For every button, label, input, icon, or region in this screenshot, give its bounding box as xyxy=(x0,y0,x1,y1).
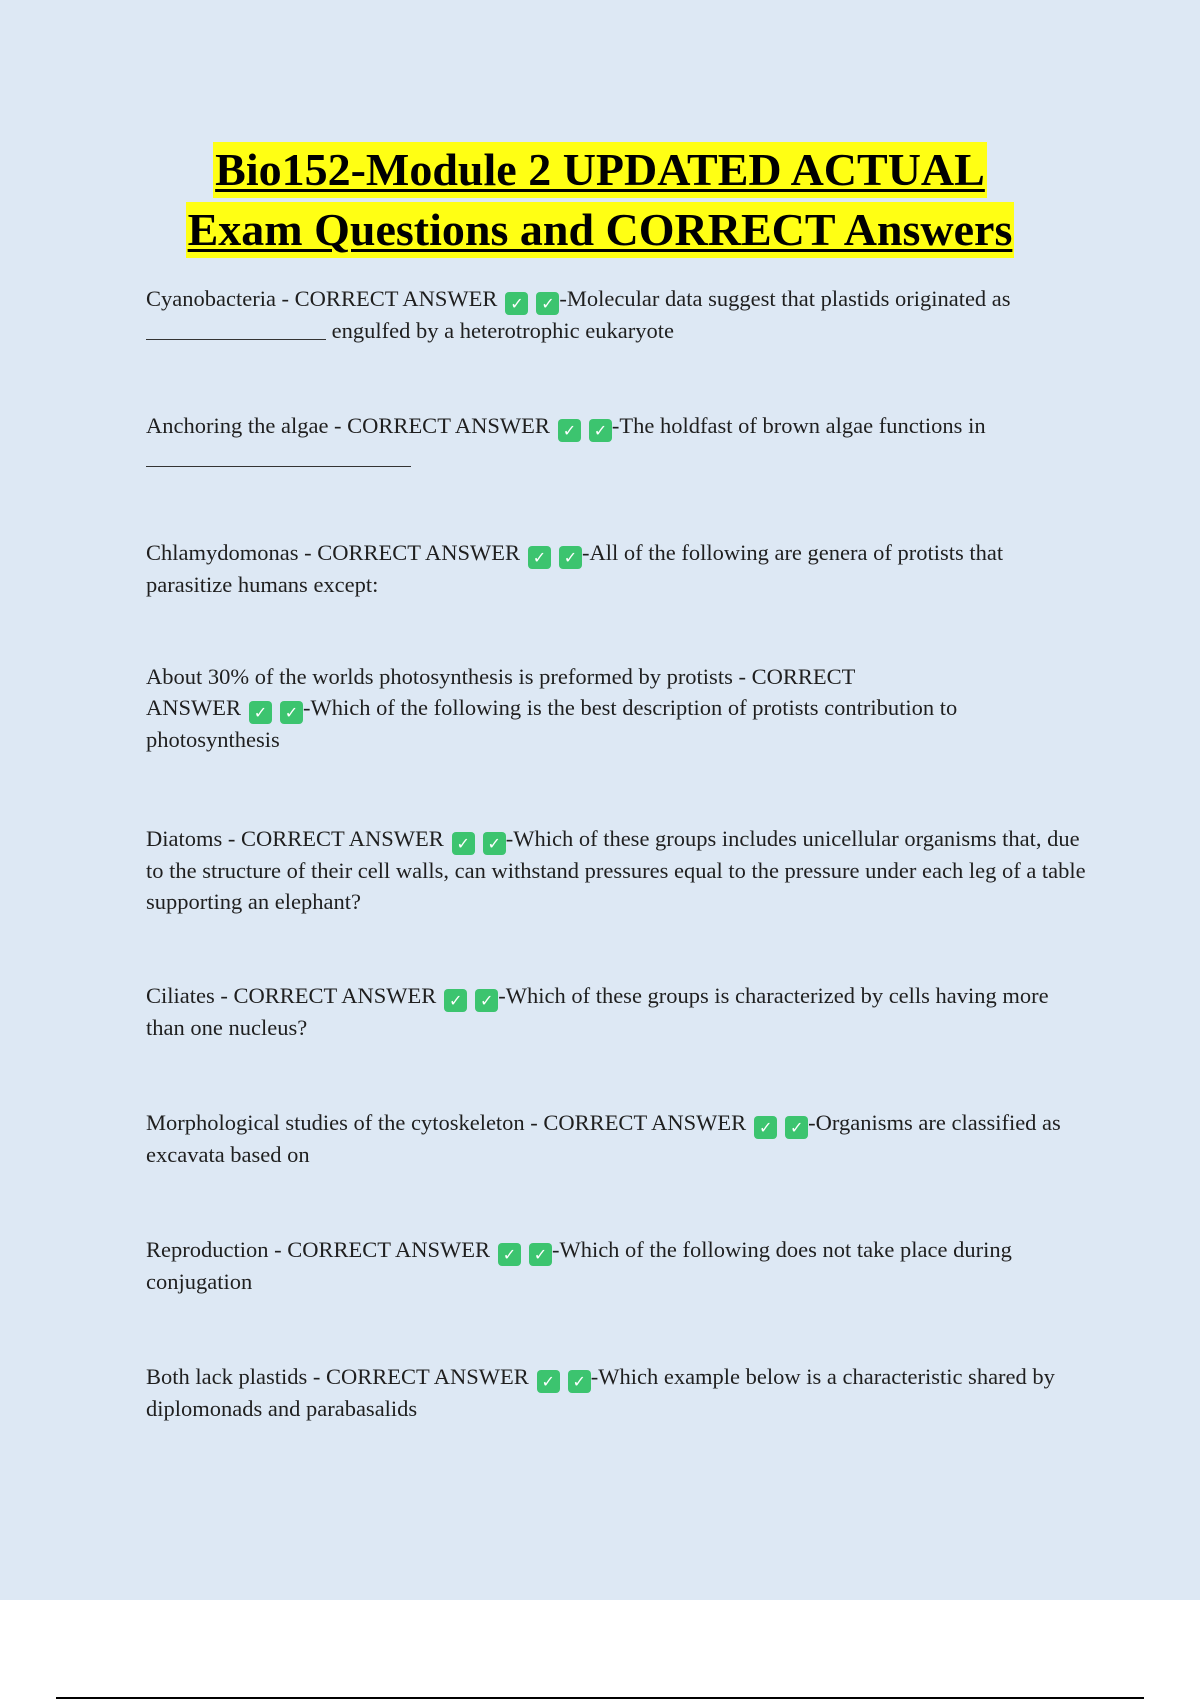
qa-item-morphological xyxy=(146,1107,1086,1170)
qa-item-reproduction xyxy=(146,1234,1086,1297)
answer-text: Reproduction - CORRECT ANSWER xyxy=(146,1237,490,1262)
question-text: -Which of the following does not take place during conjugation xyxy=(146,1237,1012,1294)
title-line-2: Exam Questions and CORRECT Answers xyxy=(186,202,1015,258)
answer-text: Cyanobacteria - CORRECT ANSWER xyxy=(146,286,498,311)
check-mark-icon: ✓ xyxy=(483,832,506,855)
answer-text: Anchoring the algae - CORRECT ANSWER xyxy=(146,413,550,438)
question-text: -Which of the following is the best description of protists contribution to photosynthesis xyxy=(146,695,958,752)
answer-text: Morphological studies of the cytoskeleton - CORRECT ANSWER xyxy=(146,1110,747,1135)
answer-blank xyxy=(146,446,411,467)
answer-text: Diatoms - CORRECT ANSWER xyxy=(146,826,444,851)
qa-item-chlamydomonas xyxy=(146,537,1086,600)
answer-blank xyxy=(146,319,326,340)
check-mark-icon: ✓ xyxy=(528,546,551,569)
check-mark-icon: ✓ xyxy=(537,1370,560,1393)
document-title xyxy=(0,142,1200,262)
check-mark-icon: ✓ xyxy=(475,989,498,1012)
qa-item-photosynthesis xyxy=(146,661,1086,755)
question-text-continued: engulfed by a heterotrophic eukaryote xyxy=(331,318,674,343)
check-mark-icon: ✓ xyxy=(280,701,303,724)
check-mark-icon: ✓ xyxy=(568,1370,591,1393)
check-mark-icon: ✓ xyxy=(558,419,581,442)
title-line-1: Bio152-Module 2 UPDATED ACTUAL xyxy=(213,142,987,198)
check-mark-icon: ✓ xyxy=(444,989,467,1012)
question-text: -Molecular data suggest that plastids originated as xyxy=(559,286,1011,311)
question-text: -All of the following are genera of protists that parasitize humans except: xyxy=(146,540,1004,597)
qa-item-cyanobacteria xyxy=(146,283,1086,346)
qa-item-plastids xyxy=(146,1361,1086,1424)
answer-text: ANSWER xyxy=(146,695,241,720)
check-mark-icon: ✓ xyxy=(559,546,582,569)
check-mark-icon: ✓ xyxy=(498,1243,521,1266)
question-text: -Which example below is a characteristic shared by diplomonads and parabasalids xyxy=(146,1364,1055,1421)
check-mark-icon: ✓ xyxy=(754,1116,777,1139)
question-text: -Organisms are classified as excavata based on xyxy=(146,1110,1061,1167)
check-mark-icon: ✓ xyxy=(529,1243,552,1266)
qa-item-diatoms xyxy=(146,823,1086,917)
question-text: -Which of these groups includes unicellular organisms that, due to the structure of their cell walls, can withstand pressures equal to the pressure under each leg of a table supporting an elephant? xyxy=(146,826,1086,914)
check-mark-icon: ✓ xyxy=(505,292,528,315)
check-mark-icon: ✓ xyxy=(536,292,559,315)
check-mark-icon: ✓ xyxy=(785,1116,808,1139)
qa-item-ciliates xyxy=(146,980,1086,1043)
question-text: -Which of these groups is characterized by cells having more than one nucleus? xyxy=(146,983,1049,1040)
question-text: -The holdfast of brown algae functions in xyxy=(611,413,986,438)
page-footer-rule xyxy=(56,1697,1144,1699)
check-mark-icon: ✓ xyxy=(452,832,475,855)
answer-text: Chlamydomonas - CORRECT ANSWER xyxy=(146,540,520,565)
check-mark-icon: ✓ xyxy=(589,419,612,442)
answer-text: Both lack plastids - CORRECT ANSWER xyxy=(146,1364,529,1389)
answer-text-line1: About 30% of the worlds photosynthesis is preformed by protists - CORRECT xyxy=(146,664,856,689)
check-mark-icon: ✓ xyxy=(249,701,272,724)
qa-item-anchoring xyxy=(146,410,1086,473)
answer-text: Ciliates - CORRECT ANSWER xyxy=(146,983,437,1008)
